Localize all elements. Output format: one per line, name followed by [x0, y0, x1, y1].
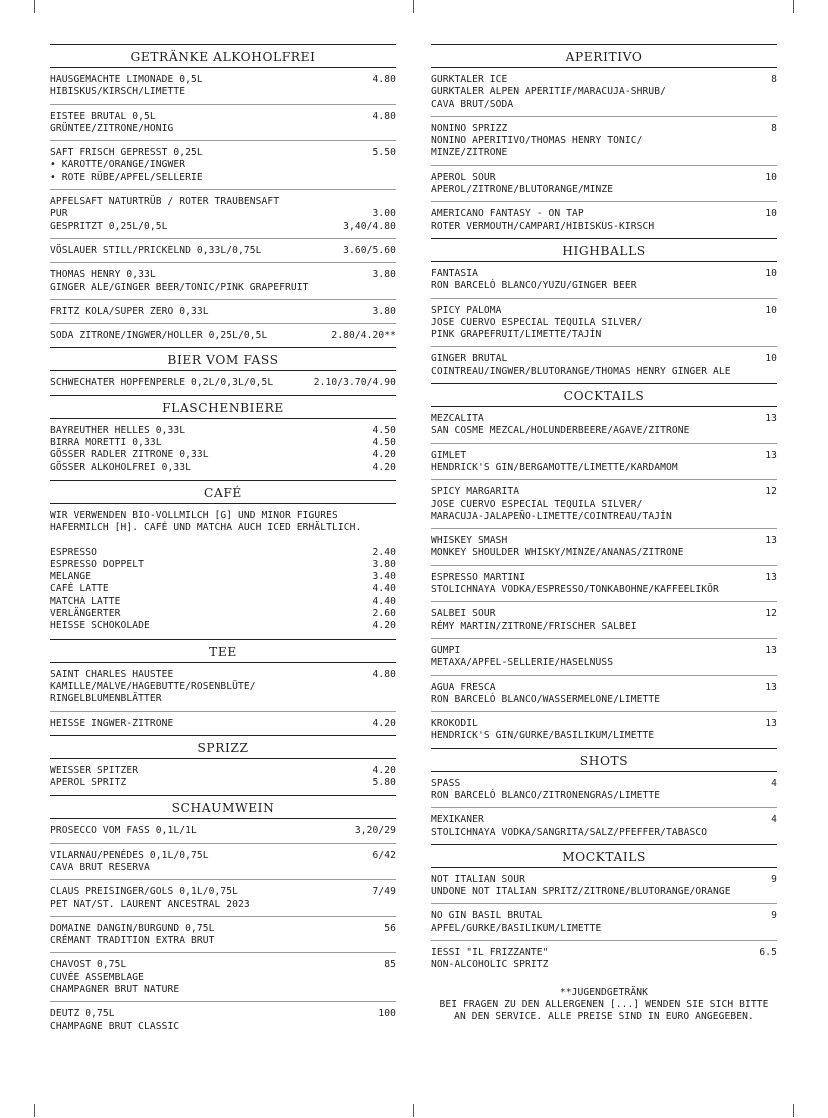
item-price: 4.80	[372, 110, 396, 122]
item-price: 13	[765, 718, 777, 730]
menu-section	[50, 480, 396, 639]
item-price: 12	[765, 486, 777, 498]
item-description: CRÉMANT TRADITION EXTRA BRUT	[50, 935, 215, 947]
item-text	[431, 682, 757, 707]
item-text	[431, 413, 757, 438]
list-item-label: BIRRA MORETTI 0,33L	[50, 437, 162, 449]
item-price: 4.80	[372, 74, 396, 85]
item-name: NONINO SPRIZZ	[431, 122, 508, 134]
item-name: GUMPI	[431, 644, 461, 656]
menu-section	[50, 795, 396, 1038]
menu-item	[431, 299, 777, 348]
item-name: AGUA FRESCA	[431, 681, 496, 693]
item-description: CAVA BRUT RESERVA	[50, 861, 150, 873]
list-item-price: 4.20	[372, 461, 396, 473]
item-description: NON-ALCOHOLIC SPRITZ	[431, 959, 549, 971]
item-text	[50, 959, 376, 996]
item-name: AMERICANO FANTASY - ON TAP	[431, 208, 584, 220]
menu-item	[431, 639, 777, 676]
item-text	[50, 74, 364, 99]
menu-item	[431, 202, 777, 238]
item-name: VÖSLAUER STILL/PRICKELND 0,33L/0,75L	[50, 244, 262, 256]
list-item-label: WEISSER SPITZER	[50, 764, 139, 776]
item-description: • ROTE RÜBE/APFEL/SELLERIE	[50, 171, 203, 183]
item-description: STOLICHNAYA VODKA/ESPRESSO/TONKABOHNE/KAFFEELIKÖR	[431, 584, 719, 596]
menu-section	[431, 844, 777, 977]
section-title: MOCKTAILS	[431, 844, 777, 868]
item-text	[431, 123, 763, 160]
item-description: MONKEY SHOULDER WHISKY/MINZE/ANANAS/ZITRONE	[431, 547, 684, 559]
item-price: 10	[765, 353, 777, 365]
price-row-label: PUR	[50, 208, 68, 220]
menu-item	[431, 904, 777, 941]
item-text	[50, 245, 335, 257]
menu-item	[50, 1002, 396, 1038]
footer-line: AN DEN SERVICE. ALLE PREISE SIND IN EURO ANGEGEBEN.	[454, 1011, 754, 1023]
menu-column-right	[431, 44, 777, 1024]
item-price: 12	[765, 608, 777, 620]
item-description: RON BARCELÓ BLANCO/WASSERMELONE/LIMETTE	[431, 693, 661, 705]
item-price: 8	[771, 74, 777, 85]
list-item	[50, 596, 396, 608]
section-title: TEE	[50, 639, 396, 663]
item-name: VILARNAU/PENÉDES 0,1L/0,75L	[50, 849, 209, 861]
menu-item	[431, 262, 777, 299]
item-description: KAMILLE/MALVE/HAGEBUTTE/ROSENBLÜTE/	[50, 680, 256, 692]
list-item	[50, 437, 396, 449]
menu-item	[50, 819, 396, 843]
item-text	[50, 147, 364, 184]
section-title: APERITIVO	[431, 44, 777, 68]
item-list	[50, 504, 396, 639]
list-item	[50, 425, 396, 437]
item-name: SAFT FRISCH GEPRESST 0,25L	[50, 147, 203, 159]
item-price: 13	[765, 413, 777, 425]
item-name: GINGER BRUTAL	[431, 353, 508, 365]
item-description: JOSE CUERVO ESPECIAL TEQUILA SILVER/	[431, 316, 643, 328]
list-item-label: HEISSE SCHOKOLADE	[50, 620, 150, 632]
item-text	[50, 825, 347, 837]
item-price: 10	[765, 208, 777, 220]
item-text	[431, 535, 757, 560]
item-price: 7/49	[372, 886, 396, 898]
item-text	[50, 923, 376, 948]
item-name: THOMAS HENRY 0,33L	[50, 269, 156, 281]
item-description: MINZE/ZITRONE	[431, 147, 508, 159]
list-item-price: 4.20	[372, 620, 396, 632]
price-row	[50, 208, 396, 220]
right-sections	[431, 44, 777, 977]
item-name: APFELSAFT NATURTRÜB / ROTER TRAUBENSAFT	[50, 196, 280, 208]
item-name: SALBEI SOUR	[431, 608, 496, 620]
list-item-label: BAYREUTHER HELLES 0,33L	[50, 424, 186, 436]
item-name: KROKODIL	[431, 718, 479, 730]
list-item-price: 2.60	[372, 608, 396, 620]
menu-item	[431, 808, 777, 844]
item-description: UNDONE NOT ITALIAN SPRITZ/ZITRONE/BLUTORANGE/ORANGE	[431, 886, 731, 898]
item-text	[431, 208, 757, 233]
list-item-price: 4.50	[372, 437, 396, 449]
item-price: 10	[765, 267, 777, 279]
crop-mark	[34, 0, 35, 13]
footer-mark: **JUGENDGETRÄNK	[559, 986, 649, 998]
item-text	[431, 874, 763, 899]
menu-section	[431, 383, 777, 748]
item-text	[50, 306, 364, 318]
item-text	[50, 669, 364, 706]
item-name: SAINT CHARLES HAUSTEE	[50, 668, 174, 680]
menu-column-left	[50, 44, 396, 1038]
menu-item	[50, 105, 396, 142]
item-name: IESSI "IL FRIZZANTE"	[431, 947, 549, 959]
menu-item	[50, 141, 396, 190]
menu-item	[431, 407, 777, 444]
list-item-label: VERLÄNGERTER	[50, 608, 121, 620]
list-item	[50, 449, 396, 461]
list-item	[50, 571, 396, 583]
item-description: GURKTALER ALPEN APERITIF/MARACUJA-SHRUB/	[431, 86, 667, 98]
item-text	[431, 572, 757, 597]
menu-item	[431, 529, 777, 566]
list-item	[50, 547, 396, 559]
section-title: CAFÉ	[50, 480, 396, 504]
item-description: METAXA/APFEL-SELLERIE/HASELNUSS	[431, 657, 614, 669]
list-item-price: 4.20	[372, 764, 396, 776]
item-description: HENDRICK'S GIN/GURKE/BASILIKUM/LIMETTE	[431, 730, 655, 742]
item-name: CLAUS PREISINGER/GOLS 0,1L/0,75L	[50, 886, 239, 898]
item-price: 85	[384, 959, 396, 971]
item-description: PINK GRAPEFRUIT/LIMETTE/TAJÍN	[431, 329, 602, 341]
item-text	[431, 645, 757, 670]
crop-mark	[413, 0, 414, 13]
item-name: GURKTALER ICE	[431, 74, 508, 85]
item-name: SPASS	[431, 777, 461, 789]
section-title: GETRÄNKE ALKOHOLFREI	[50, 44, 396, 68]
item-name: SPICY PALOMA	[431, 304, 502, 316]
list-item-price: 3.40	[372, 571, 396, 583]
item-name: WHISKEY SMASH	[431, 535, 508, 547]
item-text	[50, 377, 306, 389]
section-title: SCHAUMWEIN	[50, 795, 396, 819]
item-description: CHAMPAGNE BRUT CLASSIC	[50, 1020, 180, 1032]
item-name: SPICY MARGARITA	[431, 486, 520, 498]
item-description: RINGELBLUMENBLÄTTER	[50, 693, 162, 705]
menu-item	[50, 844, 396, 881]
item-price: 13	[765, 644, 777, 656]
list-item-label: MELANGE	[50, 571, 92, 583]
item-text	[50, 196, 396, 233]
item-text	[431, 172, 757, 197]
list-item-label: MATCHA LATTE	[50, 595, 121, 607]
item-text	[50, 886, 364, 911]
section-title: COCKTAILS	[431, 383, 777, 407]
item-text	[431, 486, 757, 523]
menu-section	[50, 44, 396, 347]
price-row-price: 3,40/4.80	[343, 220, 396, 232]
item-name: NOT ITALIAN SOUR	[431, 873, 526, 885]
item-text	[431, 305, 757, 342]
menu-item	[50, 917, 396, 954]
item-text	[50, 269, 364, 294]
menu-item	[431, 676, 777, 713]
list-item	[50, 777, 396, 789]
item-text	[431, 450, 757, 475]
item-price: 9	[771, 910, 777, 922]
item-name: PROSECCO VOM FASS 0,1L/1L	[50, 825, 197, 837]
menu-item	[431, 68, 777, 117]
menu-item	[50, 953, 396, 1002]
menu-item	[431, 166, 777, 203]
item-price: 100	[378, 1008, 396, 1020]
menu-section	[431, 238, 777, 383]
list-item	[50, 559, 396, 571]
section-title: SPRIZZ	[50, 735, 396, 759]
menu-item	[50, 263, 396, 300]
menu-item	[50, 371, 396, 394]
list-item-label: ESPRESSO	[50, 546, 98, 558]
section-title: SHOTS	[431, 748, 777, 772]
item-name: ESPRESSO MARTINI	[431, 571, 526, 583]
price-row-label: GESPRITZT 0,25L/0,5L	[50, 220, 168, 232]
item-description: GINGER ALE/GINGER BEER/TONIC/PINK GRAPEFRUIT	[50, 281, 309, 293]
item-description: SAN COSME MEZCAL/HOLUNDERBEERE/AGAVE/ZITRONE	[431, 425, 690, 437]
item-price: 8	[771, 122, 777, 134]
menu-item	[50, 712, 396, 735]
item-name: FANTASIA	[431, 267, 479, 279]
item-text	[50, 111, 364, 136]
crop-mark	[413, 1104, 414, 1117]
item-description: APEROL/ZITRONE/BLUTORANGE/MINZE	[431, 184, 614, 196]
crop-mark	[793, 1104, 794, 1117]
item-price: 4	[771, 777, 777, 789]
item-price: 10	[765, 304, 777, 316]
menu-item	[431, 480, 777, 529]
item-description: • KAROTTE/ORANGE/INGWER	[50, 159, 186, 171]
list-item	[50, 620, 396, 632]
section-title: BIER VOM FASS	[50, 347, 396, 371]
item-description: RON BARCELÓ BLANCO/YUZU/GINGER BEER	[431, 280, 637, 292]
item-name: SCHWECHATER HOPFENPERLE 0,2L/0,3L/0,5L	[50, 377, 274, 389]
menu-item	[431, 941, 777, 977]
menu-item	[431, 868, 777, 905]
menu-item	[431, 602, 777, 639]
menu-item	[50, 68, 396, 105]
item-description: CAVA BRUT/SODA	[431, 98, 514, 110]
menu-section	[431, 748, 777, 844]
list-item-price: 2.40	[372, 546, 396, 558]
list-item-label: ESPRESSO DOPPELT	[50, 558, 145, 570]
section-note: WIR VERWENDEN BIO-VOLLMILCH [G] UND MINOR FIGURES	[50, 509, 338, 521]
item-price: 3.80	[372, 305, 396, 317]
item-name: NO GIN BASIL BRUTAL	[431, 910, 543, 922]
item-text	[431, 74, 763, 111]
item-price: 13	[765, 535, 777, 547]
item-price: 5.50	[372, 147, 396, 159]
list-item	[50, 608, 396, 620]
item-description: HENDRICK'S GIN/BERGAMOTTE/LIMETTE/KARDAMOM	[431, 461, 678, 473]
item-price: 2.80/4.20**	[331, 330, 396, 342]
item-name: MEZCALITA	[431, 413, 484, 425]
item-description: HIBISKUS/KIRSCH/LIMETTE	[50, 86, 186, 98]
item-name: HEISSE INGWER-ZITRONE	[50, 717, 174, 729]
menu-item	[431, 772, 777, 809]
list-item-price: 4.50	[372, 424, 396, 436]
menu-section	[431, 44, 777, 238]
item-text	[50, 718, 364, 730]
list-item-price: 4.40	[372, 583, 396, 595]
item-text	[431, 947, 751, 972]
menu-section	[50, 395, 396, 480]
item-price: 13	[765, 571, 777, 583]
item-name: CHAVOST 0,75L	[50, 959, 127, 971]
price-row-price: 3.00	[372, 208, 396, 220]
item-price: 4.80	[372, 668, 396, 680]
item-description: CUVÉE ASSEMBLAGE	[50, 971, 145, 983]
item-description: GRÜNTEE/ZITRONE/HONIG	[50, 122, 174, 134]
item-list	[50, 419, 396, 480]
item-text	[431, 718, 757, 743]
item-price: 6/42	[372, 849, 396, 861]
list-item-label: APEROL SPRITZ	[50, 777, 127, 789]
menu-item	[431, 712, 777, 748]
price-row-line	[50, 221, 396, 233]
item-description: ROTER VERMOUTH/CAMPARI/HIBISKUS-KIRSCH	[431, 220, 655, 232]
list-item-label: GÖSSER RADLER ZITRONE 0,33L	[50, 449, 209, 461]
item-name: DOMAINE DANGIN/BURGUND 0,75L	[50, 922, 215, 934]
item-description: JOSE CUERVO ESPECIAL TEQUILA SILVER/	[431, 498, 643, 510]
item-name: DEUTZ 0,75L	[50, 1008, 115, 1020]
item-text	[50, 330, 323, 342]
item-price: 9	[771, 873, 777, 885]
section-title: FLASCHENBIERE	[50, 395, 396, 419]
menu-item	[431, 347, 777, 383]
spacer	[50, 535, 396, 547]
item-name: FRITZ KOLA/SUPER ZERO 0,33L	[50, 305, 209, 317]
item-text	[431, 353, 757, 378]
price-row	[50, 221, 396, 233]
item-text	[431, 910, 763, 935]
item-description: RÉMY MARTIN/ZITRONE/FRISCHER SALBEI	[431, 620, 637, 632]
item-text	[50, 1008, 370, 1033]
item-description: APFEL/GURKE/BASILIKUM/LIMETTE	[431, 922, 602, 934]
item-price: 13	[765, 449, 777, 461]
item-description: MARACUJA-JALAPEÑO-LIMETTE/COINTREAU/TAJÍN	[431, 510, 672, 522]
menu-footer	[431, 977, 777, 1024]
item-price: 56	[384, 922, 396, 934]
list-item-label: CAFÉ LATTE	[50, 583, 109, 595]
menu-item	[50, 324, 396, 347]
section-note: HAFERMILCH [H]. CAFÉ UND MATCHA AUCH ICED ERHÄLTLICH.	[50, 522, 362, 534]
menu-section	[50, 735, 396, 796]
menu-item	[50, 300, 396, 324]
item-name: HAUSGEMACHTE LIMONADE 0,5L	[50, 74, 203, 85]
item-list	[50, 759, 396, 796]
list-item-price: 3.80	[372, 558, 396, 570]
menu-section	[50, 347, 396, 394]
item-text	[431, 814, 763, 839]
item-price: 13	[765, 681, 777, 693]
item-description: RON BARCELÓ BLANCO/ZITRONENGRAS/LIMETTE	[431, 789, 661, 801]
item-name: SODA ZITRONE/INGWER/HOLLER 0,25L/0,5L	[50, 330, 268, 342]
item-name: MEXIKANER	[431, 814, 484, 826]
list-item-price: 4.40	[372, 595, 396, 607]
menu-item	[431, 117, 777, 166]
item-text	[431, 778, 763, 803]
item-price: 2.10/3.70/4.90	[313, 377, 396, 389]
crop-mark	[793, 0, 794, 13]
item-description: COINTREAU/INGWER/BLUTORANGE/THOMAS HENRY GINGER ALE	[431, 365, 731, 377]
list-item	[50, 765, 396, 777]
item-text	[431, 608, 757, 633]
item-price: 3,20/29	[354, 825, 396, 837]
menu-section	[50, 639, 396, 735]
price-row-line	[50, 208, 396, 220]
item-price: 4.20	[372, 717, 396, 729]
menu-item	[50, 663, 396, 712]
item-price: 3.80	[372, 269, 396, 281]
item-description: STOLICHNAYA VODKA/SANGRITA/SALZ/PFEFFER/TABASCO	[431, 826, 708, 838]
menu-item	[50, 239, 396, 263]
item-price: 4	[771, 814, 777, 826]
menu-item	[50, 880, 396, 917]
item-price: 6.5	[759, 947, 777, 959]
item-name: EISTEE BRUTAL 0,5L	[50, 110, 156, 122]
menu-item	[50, 190, 396, 239]
item-name: APEROL SOUR	[431, 171, 496, 183]
item-description: CHAMPAGNER BRUT NATURE	[50, 984, 180, 996]
list-item	[50, 583, 396, 595]
footer-line: BEI FRAGEN ZU DEN ALLERGENEN [...] WENDEN SIE SICH BITTE	[439, 998, 769, 1010]
list-item-price: 4.20	[372, 449, 396, 461]
list-item	[50, 462, 396, 474]
item-text	[431, 268, 757, 293]
list-item-price: 5.80	[372, 777, 396, 789]
item-text	[50, 850, 364, 875]
item-description: NONINO APERITIVO/THOMAS HENRY TONIC/	[431, 135, 643, 147]
item-price: 3.60/5.60	[343, 244, 396, 256]
list-item-label: GÖSSER ALKOHOLFREI 0,33L	[50, 461, 192, 473]
item-description: PET NAT/ST. LAURENT ANCESTRAL 2023	[50, 898, 250, 910]
menu-item	[431, 444, 777, 481]
item-name: GIMLET	[431, 449, 467, 461]
crop-mark	[34, 1104, 35, 1117]
item-price: 10	[765, 171, 777, 183]
section-title: HIGHBALLS	[431, 238, 777, 262]
menu-item	[431, 566, 777, 603]
